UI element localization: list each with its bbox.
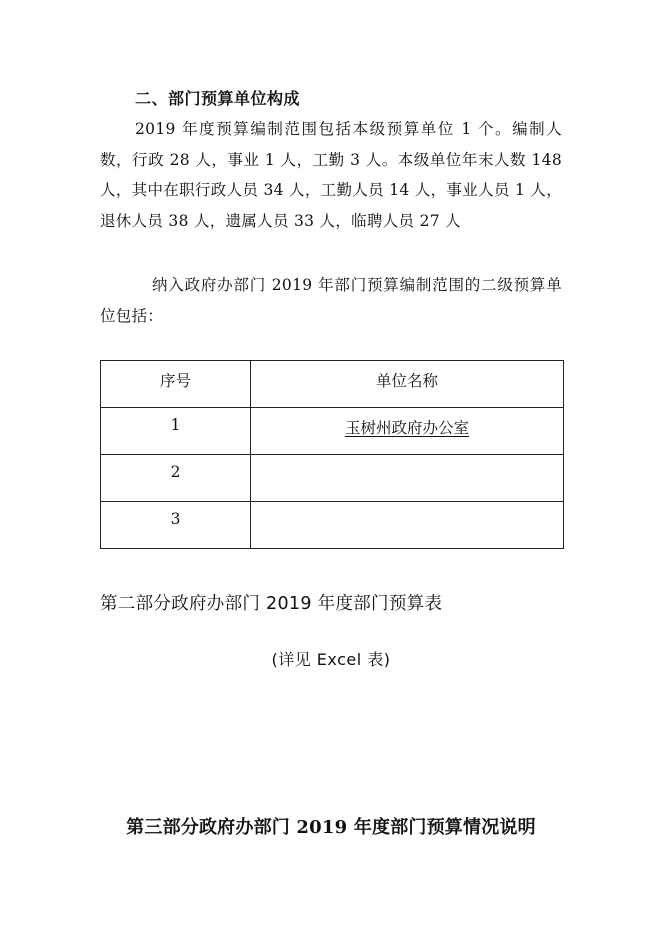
table-row (101, 502, 564, 549)
section-heading-unit-composition: 二、部门预算单位构成 (135, 89, 301, 108)
secondary-units-intro-paragraph: 纳入政府办部门 2019 年部门预算编制范围的二级预算单位包括： (100, 276, 562, 325)
row-unit-name (251, 455, 564, 502)
part-two-heading: 第二部分政府办部门 2019 年度部门预算表 (100, 594, 443, 614)
row-unit-name (251, 408, 564, 455)
row-unit-name (251, 502, 564, 549)
budget-scope-paragraph: 2019 年度预算编制范围包括本级预算单位 1 个。编制人数，行政 28 人，事业 1 人，工勤 3 人。本级单位年末人数 148 人，其中在职行政人员 34 人，工勤人员 14 人，事业人员 1 人，退休人员 38 人，遗属人员 33 人，临聘人员 27 人 (100, 120, 562, 230)
table-header-row (101, 361, 564, 408)
unit-name-link[interactable]: 玉树州政府办公室 (344, 419, 469, 437)
row-serial-number: 1 (101, 408, 251, 455)
part-three-heading: 第三部分政府办部门 2019 年度部门预算情况说明 (126, 817, 536, 838)
row-serial-number: 3 (101, 502, 251, 549)
excel-reference-note: (详见 Excel 表) (271, 650, 391, 669)
row-serial-number: 2 (101, 455, 251, 502)
secondary-units-table (100, 360, 564, 549)
header-unit-name: 单位名称 (251, 361, 564, 408)
table-row (101, 408, 564, 455)
table-row (101, 455, 564, 502)
header-serial-number: 序号 (101, 361, 251, 408)
